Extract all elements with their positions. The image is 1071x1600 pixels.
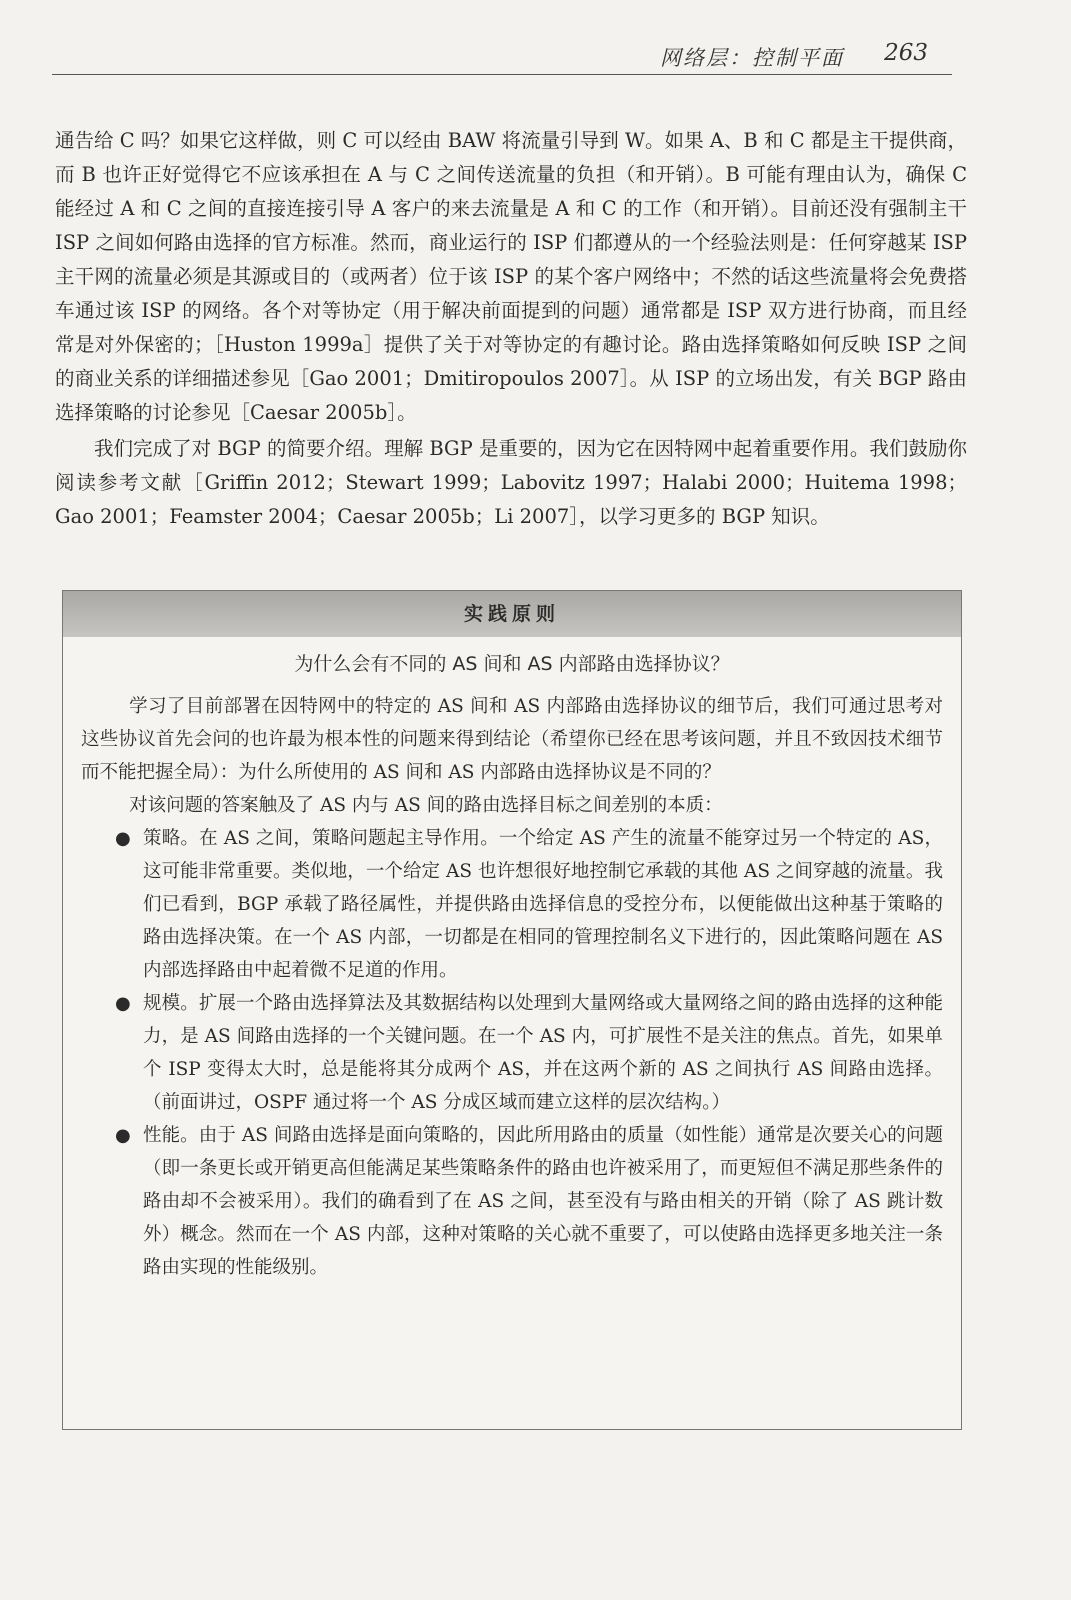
running-header [52,38,952,75]
box-body [63,676,961,1284]
list-item [115,1119,943,1284]
page-number: 263 [884,40,928,66]
paragraph: 我们完成了对 BGP 的简要介绍。理解 BGP 是重要的，因为它在因特网中起着重要作用。我们鼓励你阅读参考文献［Griffin 2012；Stewart 1999；Labovitz 1997；Halabi 2000；Huitema 1998；Gao 2001；Feamster 2004；Caesar 2005b；Li 2007］，以学习更多的 BGP 知识。 [55,437,967,528]
paragraph: 通告给 C 吗？如果它这样做，则 C 可以经由 BAW 将流量引导到 W。如果 A、B 和 C 都是主干提供商，而 B 也许正好觉得它不应该承担在 A 与 C 之间传送流量的负担（和开销）。B 可能有理由认为，确保 C 能经过 A 和 C 之间的直接连接引导 A 客户的来去流量是 A 和 C 的工作（和开销）。目前还没有强制主干 ISP 之间如何路由选择的官方标准。然而，商业运行的 ISP 们都遵从的一个经验法则是：任何穿越某 ISP 主干网的流量必须是其源或目的（或两者）位于该 ISP 的某个客户网络中；不然的话这些流量将会免费搭车通过该 ISP 的网络。各个对等协定（用于解决前面提到的问题）通常都是 ISP 双方进行协商，而且经常是对外保密的；［Huston 1999a］提供了关于对等协定的有趣讨论。路由选择策略如何反映 ISP 之间的商业关系的详细描述参见［Gao 2001；Dmitiropoulos 2007］。从 ISP 的立场出发，有关 BGP 路由选择策略的讨论参见［Caesar 2005b］。 [55,129,967,424]
box-intro: 学习了目前部署在因特网中的特定的 AS 间和 AS 内部路由选择协议的细节后，我们可通过思考对这些协议首先会问的也许最为根本性的问题来得到结论（希望你已经在思考该问题，并且不致因技术细节而不能把握全局）：为什么所使用的 AS 间和 AS 内部路由选择协议是不同的？ [81,696,943,783]
bullet-icon: ● [115,993,131,1014]
principles-in-practice-box [62,590,962,1430]
list-item [115,822,943,987]
box-header: 实践原则 [63,591,961,637]
bullet-icon: ● [115,1125,131,1146]
box-lead: 对该问题的答案触及了 AS 内与 AS 间的路由选择目标之间差别的本质： [129,795,723,816]
section-title: 网络层：控制平面 [660,46,844,70]
bullet-list [81,822,943,1284]
list-item-text: 策略。在 AS 之间，策略问题起主导作用。一个给定 AS 产生的流量不能穿过另一个特定的 AS，这可能非常重要。类似地，一个给定 AS 也许想很好地控制它承载的其他 AS 之间穿越的流量。我们已看到，BGP 承载了路径属性，并提供路由选择信息的受控分布，以便能做出这种基于策略的路由选择决策。在一个 AS 内部，一切都是在相同的管理控制名义下进行的，因此策略问题在 AS 内部选择路由中起着微不足道的作用。 [143,828,943,981]
main-text [55,124,967,534]
bullet-icon: ● [115,828,131,849]
list-item-text: 规模。扩展一个路由选择算法及其数据结构以处理到大量网络或大量网络之间的路由选择的这种能力，是 AS 间路由选择的一个关键问题。在一个 AS 内，可扩展性不是关注的焦点。首先，如果单个 ISP 变得太大时，总是能将其分成两个 AS，并在这两个新的 AS 之间执行 AS 间路由选择。（前面讲过，OSPF 通过将一个 AS 分成区域而建立这样的层次结构。） [143,993,943,1113]
list-item-text: 性能。由于 AS 间路由选择是面向策略的，因此所用路由的质量（如性能）通常是次要关心的问题（即一条更长或开销更高但能满足某些策略条件的路由也许被采用了，而更短但不满足那些条件的路由却不会被采用）。我们的确看到了在 AS 之间，甚至没有与路由相关的开销（除了 AS 跳计数外）概念。然而在一个 AS 内部，这种对策略的关心就不重要了，可以使路由选择更多地关注一条路由实现的性能级别。 [143,1125,943,1278]
list-item [115,987,943,1119]
box-title: 为什么会有不同的 AS 间和 AS 内部路由选择协议？ [294,653,730,675]
